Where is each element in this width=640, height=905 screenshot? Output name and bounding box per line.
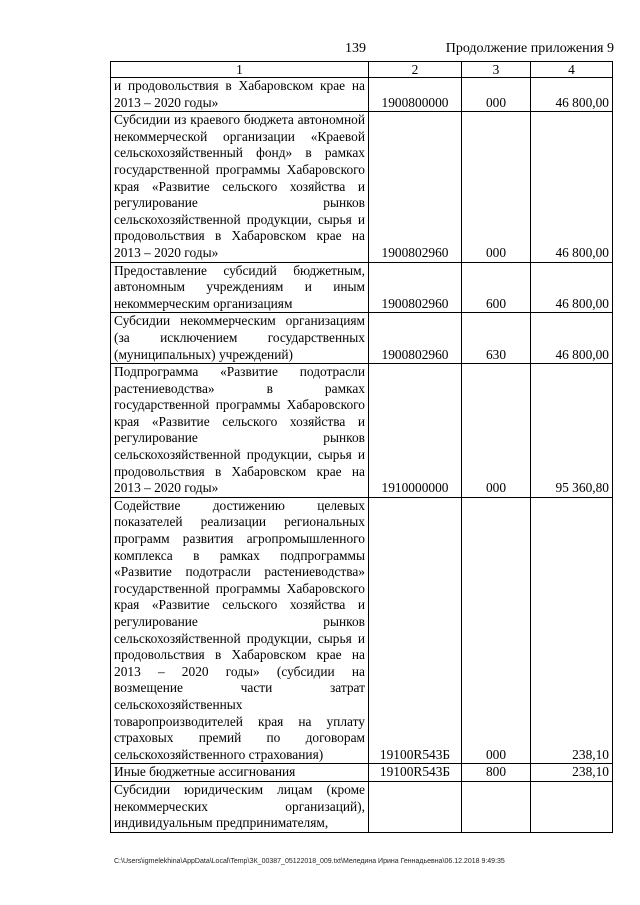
budget-table: [110, 61, 613, 833]
row-expense-type: [462, 781, 531, 832]
row-amount: 46 800,00: [531, 262, 613, 313]
row-target-code: 1900800000: [369, 78, 462, 112]
row-amount: 238,10: [531, 497, 613, 764]
column-header: 1: [111, 62, 369, 78]
row-expense-type: 000: [462, 78, 531, 112]
row-expense-type: 630: [462, 313, 531, 364]
column-header: 4: [531, 62, 613, 78]
row-target-code: 19100R543Б: [369, 497, 462, 764]
row-description: Подпрограмма «Развитие подотрасли растениеводства» в рамках государственной программы Хабаровского края «Развитие сельского хозяйства и регулирование рынков сельскохозяйственной продукции, сырья и продовольствия в Хабаровском крае на 2013 – 2020 годы»: [111, 364, 369, 498]
row-description: Субсидии юридическим лицам (кроме некоммерческих организаций), индивидуальным предпринимателям,: [111, 781, 369, 832]
row-expense-type: 800: [462, 764, 531, 782]
row-target-code: 1900802960: [369, 313, 462, 364]
column-header: 2: [369, 62, 462, 78]
row-expense-type: 600: [462, 262, 531, 313]
table-row: [111, 262, 613, 313]
column-header: 3: [462, 62, 531, 78]
row-amount: 46 800,00: [531, 112, 613, 262]
row-description: Субсидии некоммерческим организациям (за исключением государственных (муниципальных) учреждений): [111, 313, 369, 364]
row-target-code: 1910000000: [369, 364, 462, 498]
table-row: [111, 313, 613, 364]
table-row: [111, 764, 613, 782]
row-description: и продовольствия в Хабаровском крае на 2013 – 2020 годы»: [111, 78, 369, 112]
row-amount: 46 800,00: [531, 78, 613, 112]
row-amount: 95 360,80: [531, 364, 613, 498]
row-expense-type: 000: [462, 497, 531, 764]
table-row: [111, 112, 613, 262]
file-path-footer: C:\Users\igmelekhina\AppData\Local\Temp\ЗК_00387_05122018_009.txt\Меледина Ирина Геннадьевна\06.12.2018 9:49:35: [114, 858, 505, 865]
row-target-code: 1900802960: [369, 262, 462, 313]
row-description: Субсидии из краевого бюджета автономной некоммерческой организации «Краевой сельскохозяйственный фонд» в рамках государственной программы Хабаровского края «Развитие сельского хозяйства и регулирование рынков сельскохозяйственной продукции, сырья и продовольствия в Хабаровском крае на 2013 – 2020 годы»: [111, 112, 369, 262]
row-expense-type: 000: [462, 112, 531, 262]
table-row: [111, 78, 613, 112]
table-row: [111, 781, 613, 832]
row-target-code: [369, 781, 462, 832]
table-row: [111, 364, 613, 498]
row-description: Содействие достижению целевых показателей реализации региональных программ развития агропромышленного комплекса в рамках подпрограммы «Развитие подотрасли растениеводства» государственной программы Хабаровского края «Развитие сельского хозяйства и регулирование рынков сельскохозяйственной продукции, сырья и продовольствия в Хабаровском крае на 2013 – 2020 годы» (субсидии на возмещение части затрат сельскохозяйственных товаропроизводителей края на уплату страховых премий по договорам сельскохозяйственного страхования): [111, 497, 369, 764]
row-amount: 238,10: [531, 764, 613, 782]
row-description: Иные бюджетные ассигнования: [111, 764, 369, 782]
row-target-code: 19100R543Б: [369, 764, 462, 782]
page-number: 139: [345, 41, 366, 56]
row-target-code: 1900802960: [369, 112, 462, 262]
continuation-label: Продолжение приложения 9: [445, 41, 614, 56]
table-header-row: [111, 62, 613, 78]
table-row: [111, 497, 613, 764]
row-expense-type: 000: [462, 364, 531, 498]
row-amount: [531, 781, 613, 832]
row-description: Предоставление субсидий бюджетным, автономным учреждениям и иным некоммерческим организациям: [111, 262, 369, 313]
row-amount: 46 800,00: [531, 313, 613, 364]
